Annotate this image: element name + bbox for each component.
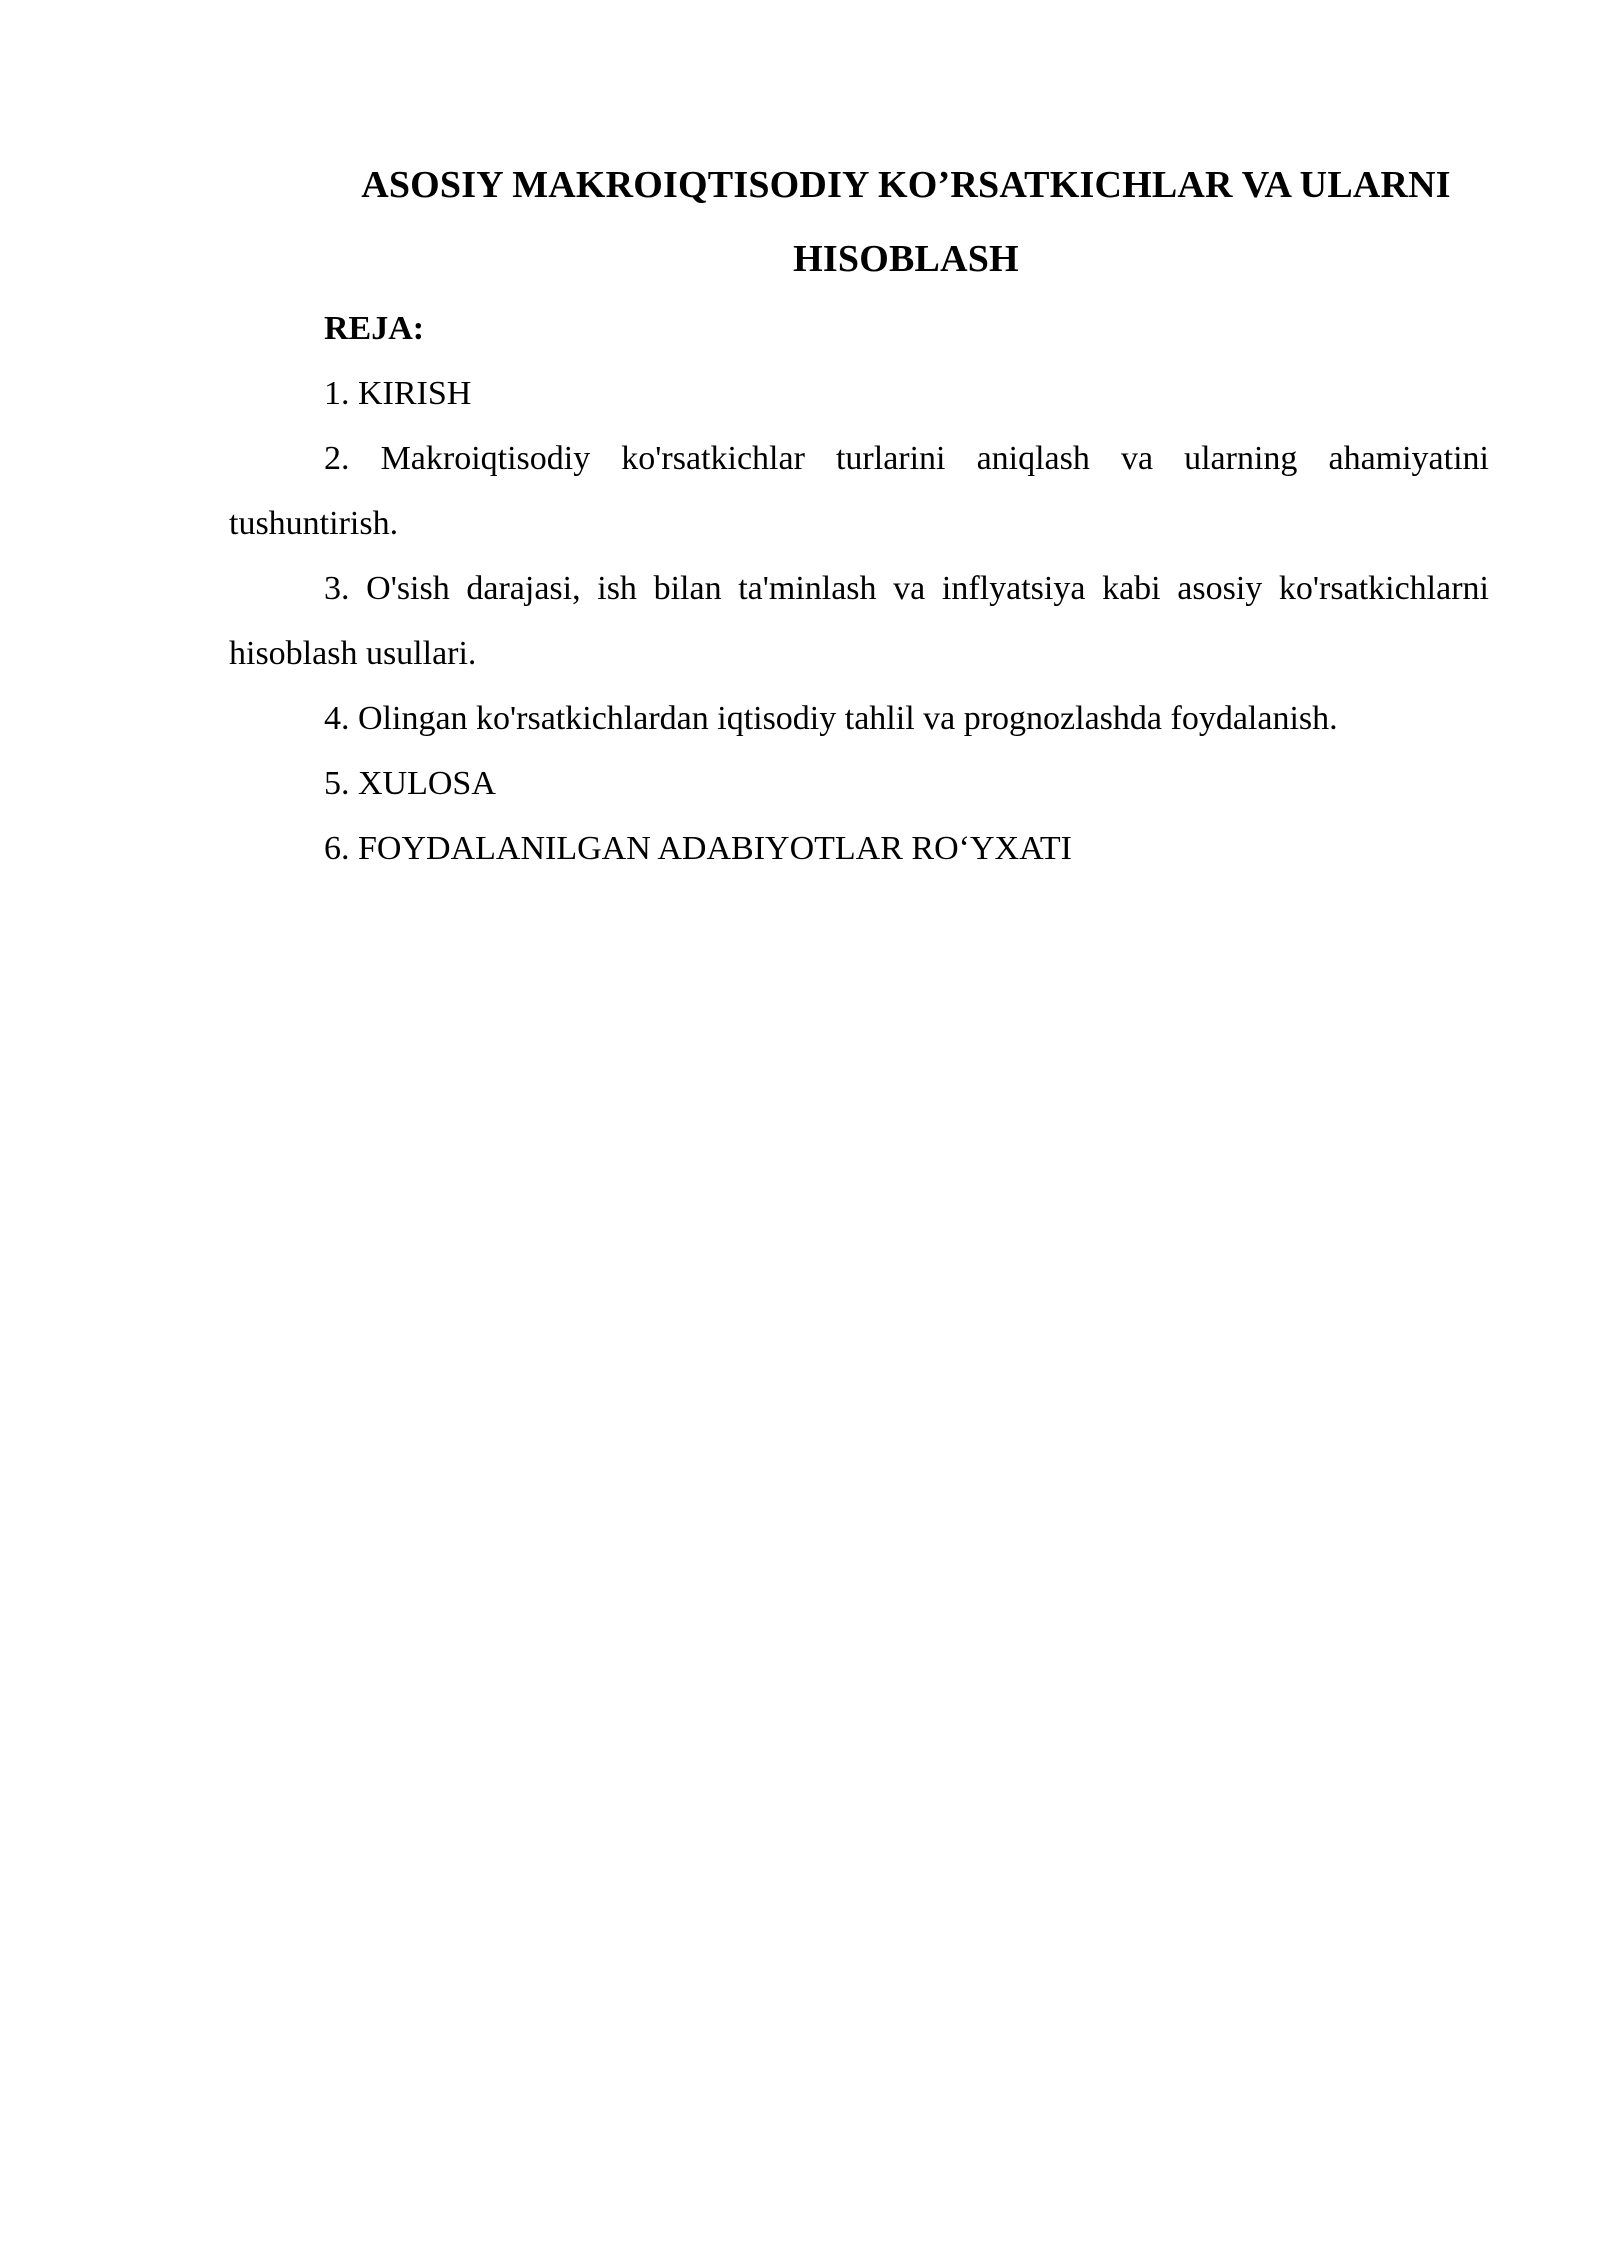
plan-list bbox=[229, 361, 1489, 881]
plan-item-indicator-types: 2. Makroiqtisodiy ko'rsatkichlar turlarini aniqlash va ularning ahamiyatini tushuntirish. bbox=[229, 440, 1489, 542]
plan-item-calculation-methods: 3. O'sish darajasi, ish bilan ta'minlash va inflyatsiya kabi asosiy ko'rsatkichlarni hisoblash usullari. bbox=[229, 570, 1489, 672]
plan-item-conclusion: 5. XULOSA bbox=[324, 765, 496, 802]
plan-item-analysis-forecasting: 4. Olingan ko'rsatkichlardan iqtisodiy tahlil va prognozlashda foydalanish. bbox=[324, 700, 1338, 737]
plan-item-introduction: 1. KIRISH bbox=[324, 375, 472, 412]
plan-heading: REJA: bbox=[324, 310, 425, 347]
plan-item-references: 6. FOYDALANILGAN ADABIYOTLAR RO‘YXATI bbox=[324, 830, 1072, 867]
document-content bbox=[229, 148, 1489, 881]
document-title: ASOSIY MAKROIQTISODIY KO’RSATKICHLAR VA ULARNI HISOBLASH bbox=[361, 164, 1451, 280]
